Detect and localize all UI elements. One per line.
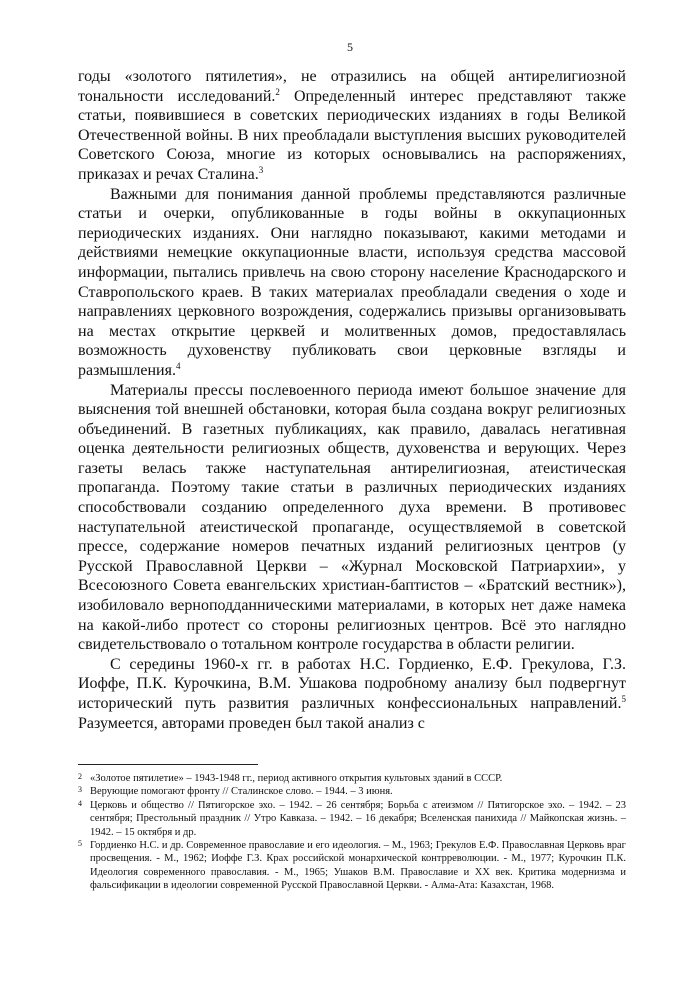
footnotes <box>78 772 626 893</box>
footnote-mark: 3 <box>78 785 82 795</box>
paragraph-text: С середины 1960-х гг. в работах Н.С. Гордиенко, Е.Ф. Грекулова, Г.З. Иоффе, П.К. Курочкина, В.М. Ушакова подробному анализу был подвергнут исторический путь развития различных конфессиональных направлений. <box>78 655 626 712</box>
paragraph-text: Важными для понимания данной проблемы представляются различные статьи и очерки, опубликованные в годы войны в оккупационных периодических изданиях. Они наглядно показывают, какими методами и действиями немецкие оккупационные власти, используя средства массовой информации, пытались привлечь на свою сторону население Краснодарского и Ставропольского краев. В таких материалах преобладали сведения о ходе и направлениях церковного возрождения, содержались призывы организовывать на местах открытие церквей и молитвенных домов, предоставлялась возможность духовенству публиковать свои церковные взгляды и размышления. <box>78 185 626 379</box>
footnote-mark: 4 <box>78 798 82 808</box>
footnote-mark: 2 <box>78 772 82 781</box>
footnote-reference: 5 <box>621 694 626 704</box>
footnote <box>78 839 626 893</box>
paragraph-text: Разумеется, авторами проведен был такой анализ с <box>78 714 425 732</box>
paragraph-text: Определенный интерес представляют также статьи, появившиеся в советских периодических изданиях в годы Великой Отечественной войны. В них преобладали выступления высших руководителей Советского Союза, многие из которых основывались на распоряжениях, приказах и речах Сталина. <box>78 87 626 183</box>
paragraph <box>78 67 626 185</box>
paragraph-text: годы «золотого пятилетия», не отразились на общей антирелигиозной тональности исследований. <box>78 68 626 105</box>
footnote-text: «Золотое пятилетие» – 1943-1948 гг., период активного открытия культовых зданий в СССР. <box>90 773 503 784</box>
footnote-reference: 3 <box>258 164 264 175</box>
footnote-reference: 2 <box>275 86 280 97</box>
footnote-divider <box>78 764 258 765</box>
footnote-mark: 5 <box>78 839 82 849</box>
paragraph-text: Материалы прессы послевоенного периода имеют большое значение для выяснения той внешней обстановки, которая была создана вокруг религиозных объединений. В газетных публикациях, как правило, давалась негативная оценка деятельности религиозных обществ, духовенства и верующих. Через газеты велась также наступательная антирелигиозная, атеистическая пропаганда. Поэтому такие статьи в различных периодических изданиях способствовали созданию определенного духа времени. В противовес наступательной атеистической пропаганде, осуществляемой в советской прессе, содержание номеров печатных изданий религиозных центров (у Русской Православной Церкви – «Журнал Московской Патриархии», у Всесоюзного Совета евангельских христиан-баптистов – «Братский вестник»), изобиловало верноподданническими материалами, в которых нет даже намека на какой-либо протест со стороны религиозных центров. Всё это наглядно свидетельствовало о тотальном контроле государства в области религии. <box>78 381 626 654</box>
footnote <box>78 772 626 785</box>
page-number: 5 <box>347 40 353 54</box>
paragraph <box>78 185 626 381</box>
footnote <box>78 785 626 798</box>
footnote-text: Верующие помогают фронту // Сталинское слово. – 1944. – 3 июня. <box>90 786 393 798</box>
footnote <box>78 799 626 839</box>
body-text <box>78 67 626 733</box>
footnote-text: Церковь и общество // Пятигорское эхо. – 1942. – 26 сентября; Борьба с атеизмом // Пятигорское эхо. – 1942. – 23 сентября; Престольный праздник // Утро Кавказа. – 1942. – 16 декабря; Вселенская панихида // Майкопская жизнь. – 1942. – 15 октября и др. <box>90 799 626 838</box>
paragraph <box>78 655 626 733</box>
footnote-reference: 4 <box>175 360 181 371</box>
footnote-text: Гордиенко Н.С. и др. Современное православие и его идеология. – М., 1963; Грекулов Е.Ф. Православная Церковь враг просвещения. - М., 1962; Иоффе Г.З. Крах российской монархической контрреволюции. - М., 1977; Курочкин П.К. Идеология современного православия. - М., 1965; Ушаков В.М. Православие и XX век. Критика модернизма и фальсификации в идеологии современной Русской Православной Церкви. - Алма-Ата: Казахстан, 1968. <box>90 840 626 892</box>
paragraph <box>78 381 626 655</box>
